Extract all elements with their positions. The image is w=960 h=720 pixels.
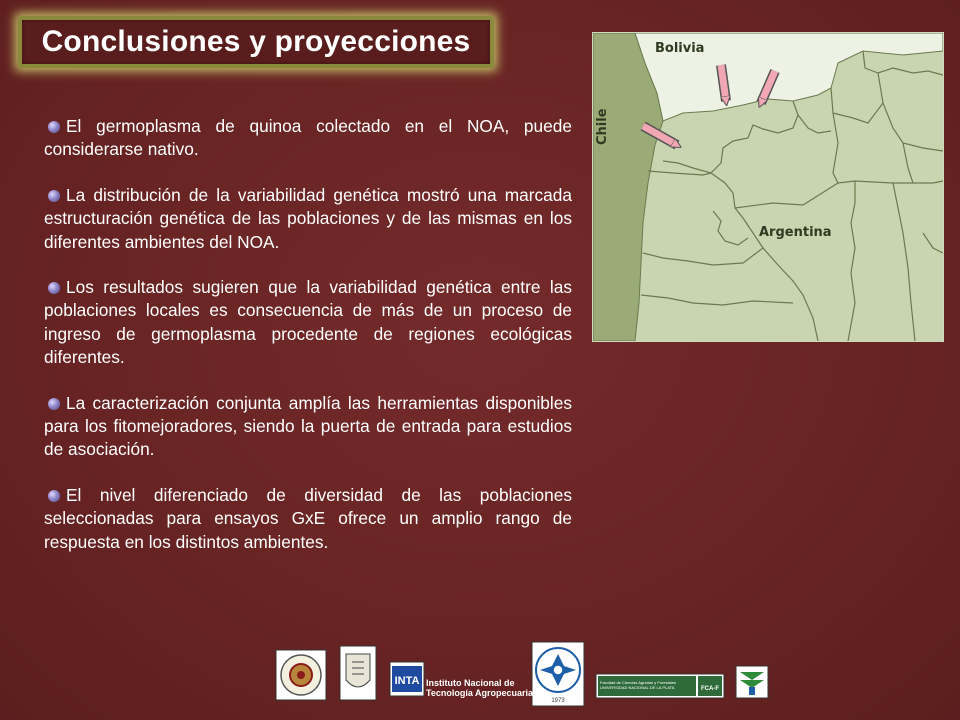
- fca-brand-text: FCA-F: [701, 686, 719, 692]
- bullet-sphere-icon: [48, 190, 60, 202]
- logos-svg: [0, 640, 960, 710]
- fca-line-1: Facultad de Ciencias Agrarias y Forestales: [600, 680, 677, 685]
- bullet-item: [44, 484, 572, 554]
- bullet-text: La caracterización conjunta amplía las herramientas disponibles para los fitomejoradores, siendo la puerta de entrada para estudios de asociación.: [44, 392, 572, 460]
- region-map: [592, 32, 944, 342]
- crest-logo: [340, 646, 376, 700]
- fca-line-2: UNIVERSIDAD NACIONAL DE LA PLATA: [600, 685, 675, 690]
- unt-year-text: 1973: [551, 698, 565, 704]
- bullet-item: [44, 392, 572, 462]
- bullet-text: Los resultados sugieren que la variabilidad genética entre las poblaciones locales es consecuencia de más de un proceso de ingreso de germoplasma procedente de regiones ecológicas diferentes.: [44, 277, 572, 368]
- inta-line-2: Tecnología Agropecuaria: [426, 688, 534, 698]
- arrow-icon: [721, 65, 726, 101]
- bullet-sphere-icon: [48, 282, 60, 294]
- bullet-text: El nivel diferenciado de diversidad de las poblaciones seleccionadas para ensayos GxE ofrece un amplio rango de respuesta en los distintos ambientes.: [44, 484, 572, 552]
- inta-line-1: Instituto Nacional de: [426, 678, 515, 688]
- bullet-sphere-icon: [48, 121, 60, 133]
- map-label-bolivia: Bolivia: [655, 41, 705, 56]
- map-svg: [593, 33, 943, 341]
- bullet-sphere-icon: [48, 398, 60, 410]
- inta-logo: [390, 662, 424, 696]
- bullet-item: [44, 115, 572, 162]
- title-box: [18, 16, 494, 68]
- bullet-text: El germoplasma de quinoa colectado en el NOA, puede considerarse nativo.: [44, 116, 572, 160]
- fca-name-text: [600, 680, 676, 690]
- map-label-argentina: Argentina: [759, 225, 832, 240]
- bullet-item: [44, 276, 572, 370]
- inta-brand-text: INTA: [394, 675, 420, 687]
- tree-logo: [736, 666, 768, 698]
- bullet-sphere-icon: [48, 490, 60, 502]
- institution-logos: [0, 640, 960, 710]
- bullet-text: La distribución de la variabilidad genética mostró una marcada estructuración genética de las poblaciones y de las mismas en los diferentes ambientes del NOA.: [44, 184, 572, 252]
- unt-seal-logo: [532, 642, 584, 706]
- bullet-item: [44, 184, 572, 254]
- slide-title: Conclusiones y proyecciones: [41, 25, 471, 58]
- inta-name-text: [426, 678, 533, 698]
- map-label-chile: Chile: [595, 108, 610, 145]
- bullet-list: [44, 115, 572, 576]
- university-seal-logo: [276, 650, 326, 700]
